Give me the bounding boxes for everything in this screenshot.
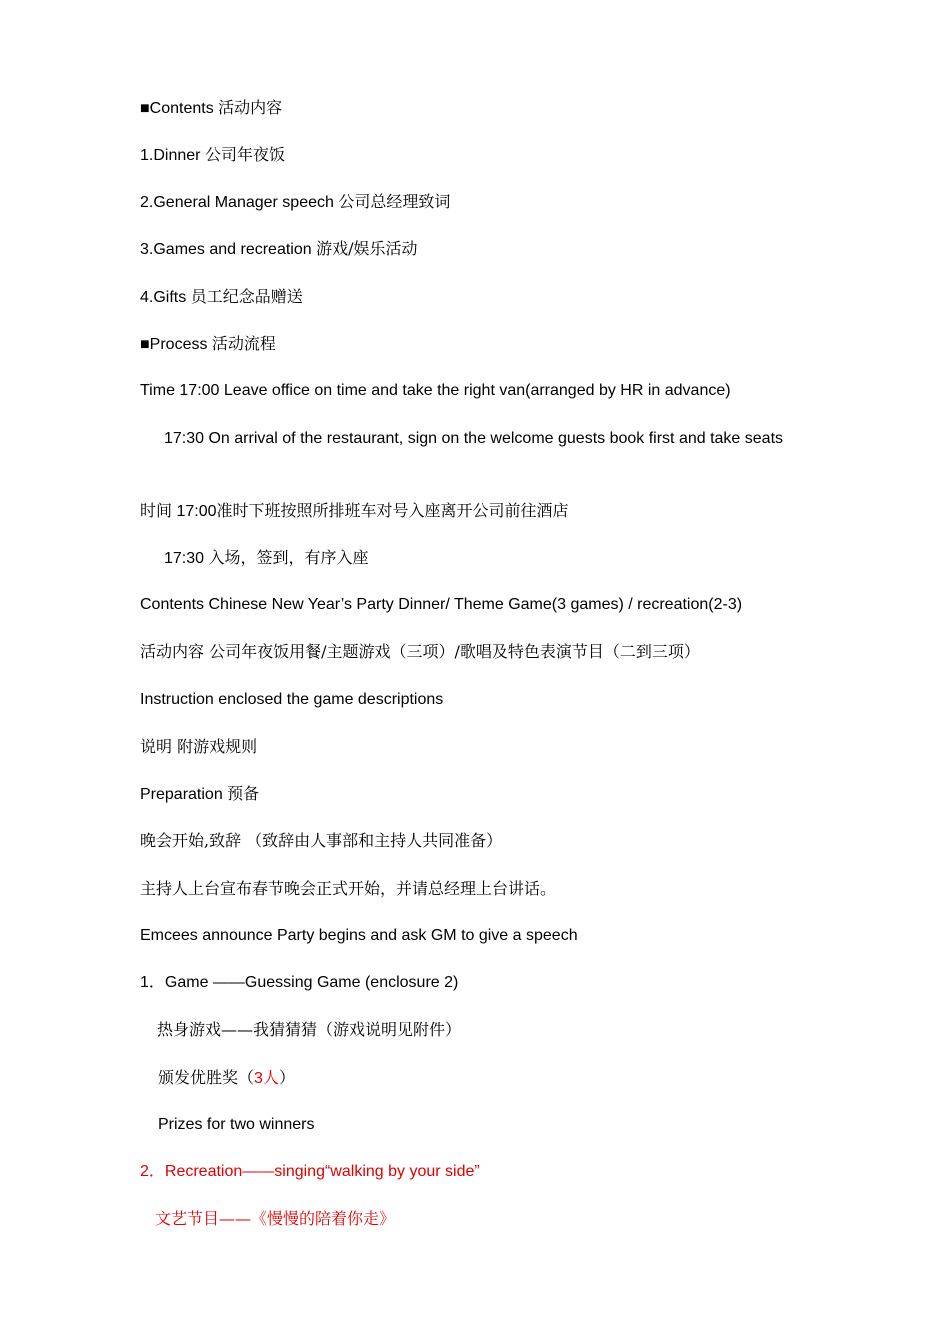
award-unit: 人 [262,1068,279,1087]
contents-item-en: 1.Dinner [140,147,201,164]
instruction-en: Instruction enclosed the game descriptions [140,691,444,708]
time-cn-text: 入场，签到，有序入座 [208,548,369,567]
contents-heading-cn: 活动内容 [218,98,283,117]
time-cn-label: 时间 [140,501,173,520]
contents-item-cn: 公司年夜饭 [204,145,285,164]
game1-en: 1．Game ——Guessing Game (enclosure 2) [140,974,459,991]
contents-item-en: 3.Games and recreation [140,241,312,258]
contents-en: Contents Chinese New Year’s Party Dinner/ Theme Game(3 games) / recreation(2-3) [140,596,743,613]
contents-item-cn: 游戏/娱乐活动 [316,239,418,258]
time-cn-2 [164,545,369,571]
contents-item-en: 2.General Manager speech [140,194,334,211]
announce-en: Emcees announce Party begins and ask GM to give a speech [140,927,578,944]
award-count: 3 [254,1070,263,1087]
time-cn-1 [140,498,569,524]
contents-item-cn: 公司总经理致词 [338,192,451,211]
contents-item-2 [140,189,450,215]
opening-cn: 晚会开始,致辞 （致辞由人事部和主持人共同准备） [140,831,503,850]
contents-item-4 [140,284,303,310]
game1-cn: 热身游戏——我猜猜猜（游戏说明见附件） [157,1020,462,1039]
award-cn [158,1065,295,1091]
contents-heading [140,95,282,121]
process-heading-en: Process [149,336,208,353]
time-value: 17:30 [164,550,205,567]
contents-cn: 活动内容 公司年夜饭用餐/主题游戏（三项）/歌唱及特色表演节目（二到三项） [140,642,700,661]
prizes-en: Prizes for two winners [158,1116,315,1133]
award-cn-post: ） [278,1068,295,1087]
process-heading-cn: 活动流程 [211,334,276,353]
square-bullet-icon: ■ [140,336,150,353]
time-cn-text: 准时下班按照所排班车对号入座离开公司前往酒店 [216,501,569,520]
preparation [140,781,259,807]
time-en-1: Time 17:00 Leave office on time and take the right van(arranged by HR in advance) [140,382,731,399]
contents-item-en: 4.Gifts [140,289,187,306]
process-heading [140,331,276,357]
contents-item-cn: 员工纪念品赠送 [190,287,303,306]
recreation-cn: 文艺节目——《慢慢的陪着你走》 [155,1209,396,1228]
contents-item-1 [140,142,285,168]
instruction-cn: 说明 附游戏规则 [140,737,258,756]
contents-item-3 [140,236,418,262]
award-cn-pre: 颁发优胜奖（ [158,1068,255,1087]
recreation-en: 2．Recreation——singing“walking by your side” [140,1163,480,1180]
announce-cn: 主持人上台宣布春节晚会正式开始，并请总经理上台讲话。 [140,879,557,898]
time-en-2: 17:30 On arrival of the restaurant, sign on the welcome guests book first and take seats [164,430,784,447]
preparation-cn: 预备 [227,784,260,803]
contents-heading-en: Contents [149,100,214,117]
preparation-en: Preparation [140,786,223,803]
square-bullet-icon: ■ [140,100,150,117]
time-value: 17:00 [176,503,217,520]
